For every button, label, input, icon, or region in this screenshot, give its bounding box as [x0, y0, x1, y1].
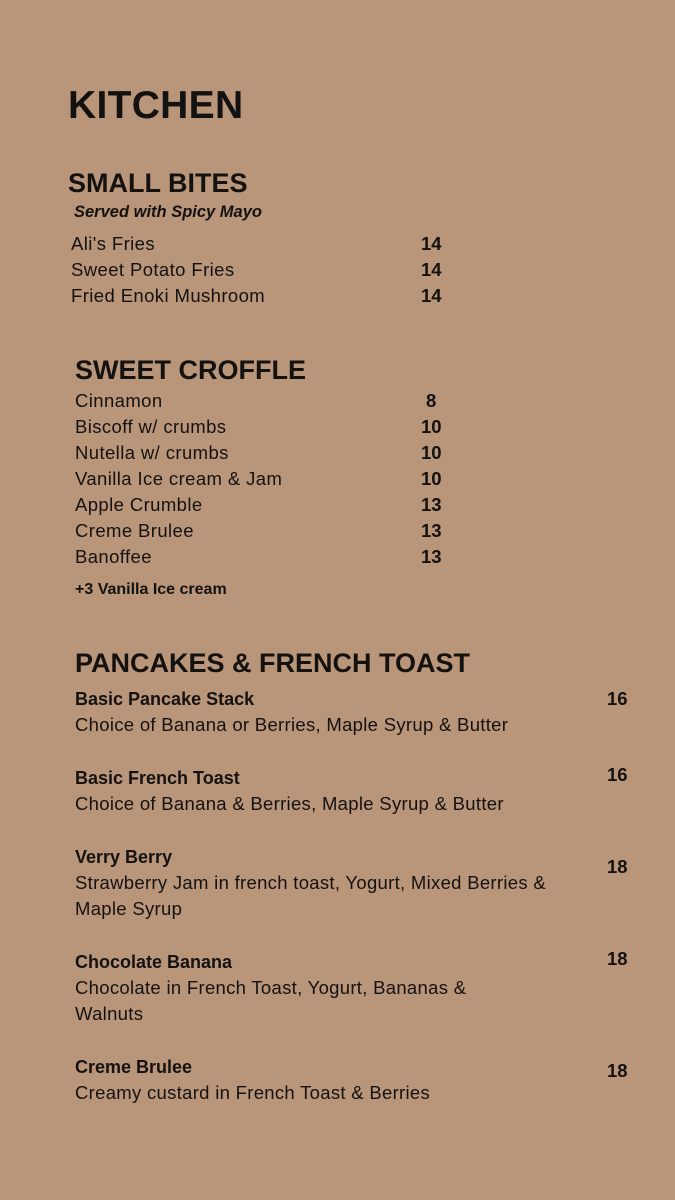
dish-description: Choice of Banana or Berries, Maple Syrup & Butter — [75, 714, 509, 735]
menu-item-price: 10 — [421, 468, 442, 489]
menu-item-price: 14 — [421, 285, 442, 306]
menu-item-name: Apple Crumble — [75, 494, 203, 515]
menu-item-price: 13 — [421, 494, 442, 515]
dish-name: Basic Pancake Stack — [75, 689, 255, 709]
dish-price: 16 — [607, 764, 628, 785]
page-title: KITCHEN — [68, 84, 244, 127]
dish-name: Creme Brulee — [75, 1057, 193, 1077]
menu-item-price: 14 — [421, 259, 442, 280]
menu-item-name: Banoffee — [75, 546, 152, 567]
dish-price: 18 — [607, 948, 628, 969]
dish-name: Verry Berry — [75, 847, 173, 867]
dish-description: Choice of Banana & Berries, Maple Syrup & Butter — [75, 793, 504, 814]
menu-item-name: Ali's Fries — [71, 233, 155, 254]
menu-item-name: Biscoff w/ crumbs — [75, 416, 227, 437]
dish-price: 16 — [607, 688, 628, 709]
dish-name: Chocolate Banana — [75, 952, 233, 972]
dish-price: 18 — [607, 856, 628, 877]
section-heading-pancakes: PANCAKES & FRENCH TOAST — [75, 648, 471, 678]
section-heading-small-bites: SMALL BITES — [68, 168, 248, 198]
menu-item-name: Nutella w/ crumbs — [75, 442, 229, 463]
menu-item-price: 10 — [421, 442, 442, 463]
dish-description: Strawberry Jam in french toast, Yogurt, Mixed Berries & Maple Syrup — [75, 872, 546, 919]
menu-item-price: 13 — [421, 520, 442, 541]
menu-item-price: 13 — [421, 546, 442, 567]
small-bites-note: Served with Spicy Mayo — [74, 203, 262, 221]
menu-item-price: 10 — [421, 416, 442, 437]
dish-name: Basic French Toast — [75, 768, 240, 788]
menu-item-price: 14 — [421, 233, 442, 254]
dish-description: Chocolate in French Toast, Yogurt, Bananas & Walnuts — [75, 977, 467, 1024]
menu-item-price: 8 — [426, 390, 437, 411]
section-heading-sweet-croffle: SWEET CROFFLE — [75, 355, 306, 385]
menu-item-name: Fried Enoki Mushroom — [71, 285, 266, 306]
menu-item-name: Creme Brulee — [75, 520, 194, 541]
menu-item-name: Cinnamon — [75, 390, 163, 411]
menu-item-name: Vanilla Ice cream & Jam — [75, 468, 283, 489]
dish-description: Creamy custard in French Toast & Berries — [75, 1082, 431, 1103]
addon-note: +3 Vanilla Ice cream — [75, 581, 227, 598]
dish-price: 18 — [607, 1060, 628, 1081]
menu-item-name: Sweet Potato Fries — [71, 259, 235, 280]
